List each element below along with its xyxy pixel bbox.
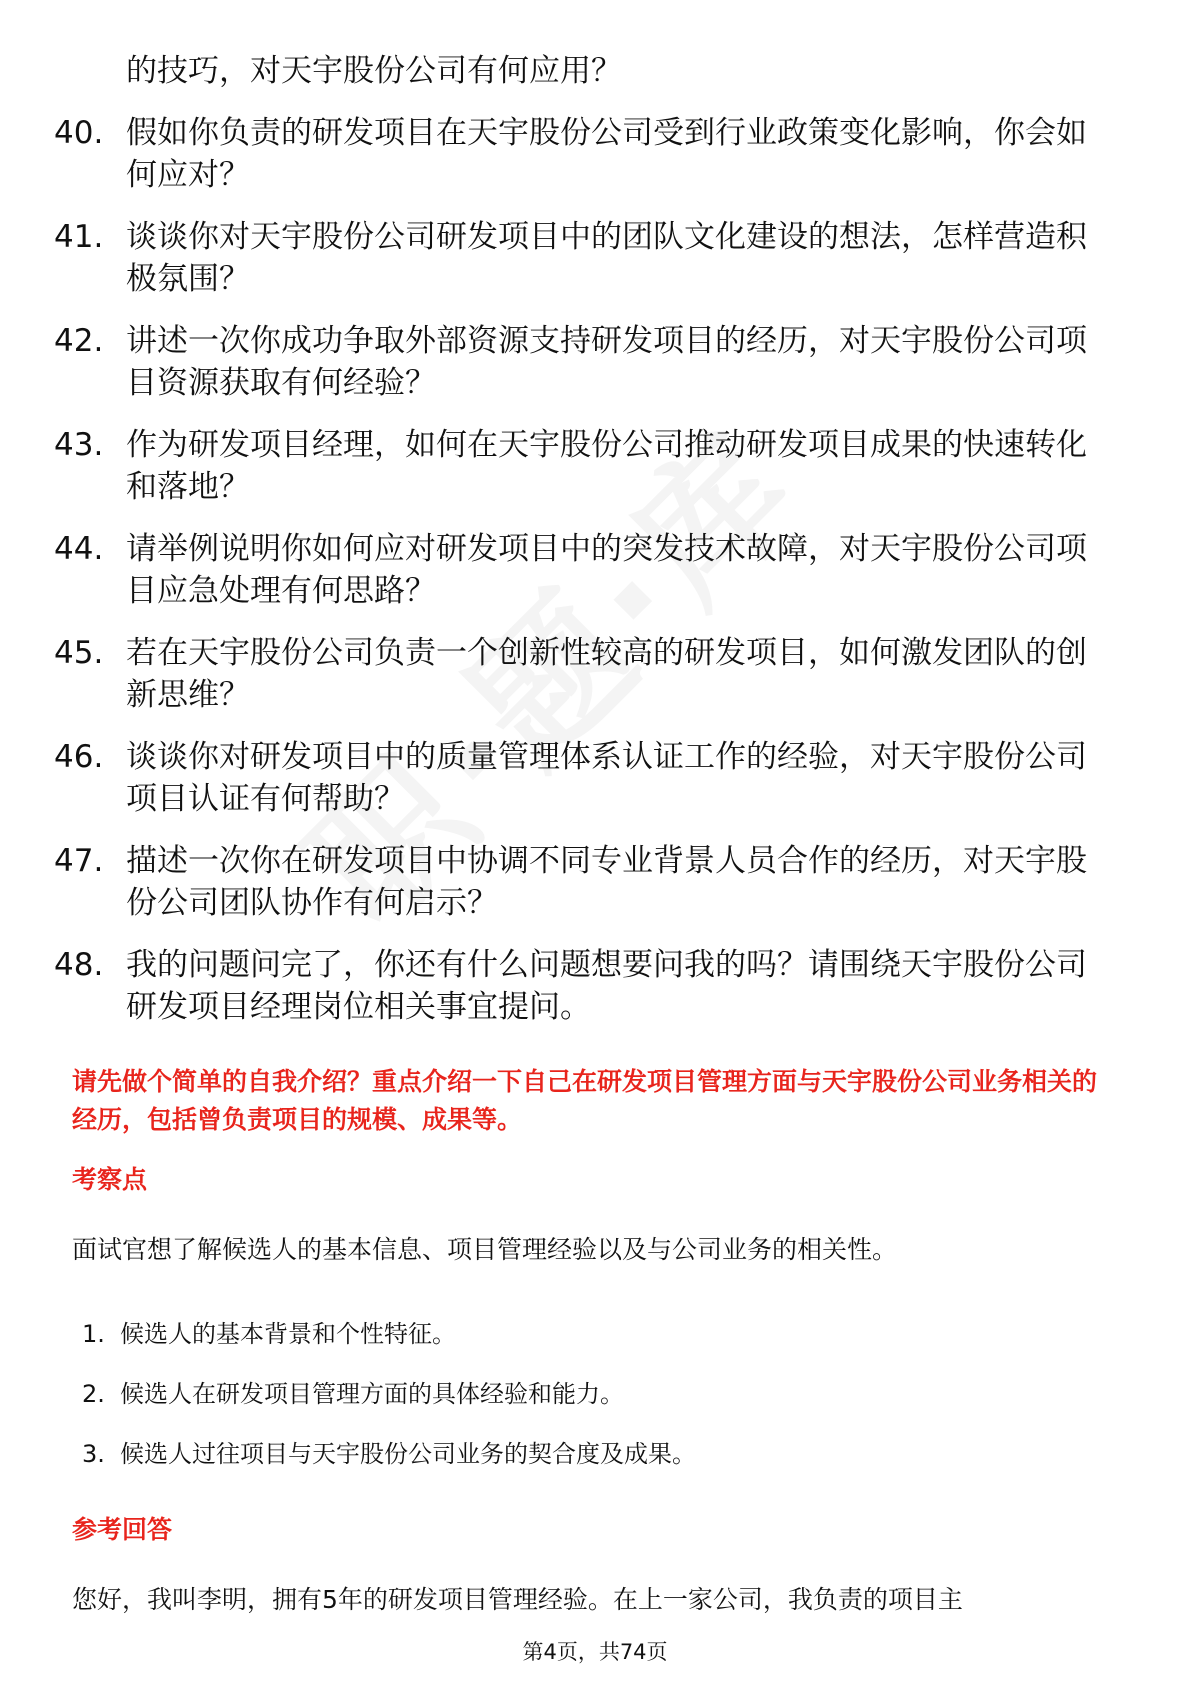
question-number: 45.: [54, 635, 104, 671]
question-item: [54, 424, 1114, 508]
question-number: 40.: [54, 115, 104, 151]
focus-point-text: 候选人在研发项目管理方面的具体经验和能力。: [120, 1380, 624, 1408]
question-text: 我的问题问完了，你还有什么问题想要问我的吗？请围绕天宇股份公司研发项目经理岗位相关事宜提问。: [126, 947, 1087, 1025]
focus-point-text: 候选人过往项目与天宇股份公司业务的契合度及成果。: [120, 1440, 696, 1468]
question-item: [54, 840, 1114, 924]
focus-point-number: 1.: [82, 1320, 105, 1348]
focus-summary: 面试官想了解候选人的基本信息、项目管理经验以及与公司业务的相关性。: [72, 1235, 898, 1264]
question-list: [54, 112, 1114, 1048]
question-text: 描述一次你在研发项目中协调不同专业背景人员合作的经历，对天宇股份公司团队协作有何启示？: [126, 843, 1087, 921]
question-item: [54, 320, 1114, 404]
focus-point-number: 3.: [82, 1440, 105, 1468]
question-text: 请举例说明你如何应对研发项目中的突发技术故障，对天宇股份公司项目应急处理有何思路？: [126, 531, 1087, 609]
question-item: [54, 944, 1114, 1028]
answer-text: 您好，我叫李明，拥有5年的研发项目管理经验。在上一家公司，我负责的项目主: [72, 1585, 963, 1614]
intro-question: 请先做个简单的自我介绍？重点介绍一下自己在研发项目管理方面与天宇股份公司业务相关的经历，包括曾负责项目的规模、成果等。: [72, 1067, 1098, 1134]
question-number: 47.: [54, 843, 104, 879]
focus-point: [82, 1378, 696, 1410]
question-text: 若在天宇股份公司负责一个创新性较高的研发项目，如何激发团队的创新思维？: [126, 635, 1087, 713]
question-text: 谈谈你对天宇股份公司研发项目中的团队文化建设的想法，怎样营造积极氛围？: [126, 219, 1087, 297]
question-number: 41.: [54, 219, 104, 255]
focus-point-number: 2.: [82, 1380, 105, 1408]
page-footer: 第4页，共74页: [522, 1640, 668, 1664]
focus-point: [82, 1318, 696, 1350]
question-number: 42.: [54, 323, 104, 359]
question-item: [54, 216, 1114, 300]
question-item: [54, 112, 1114, 196]
question-item: [54, 736, 1114, 820]
question-text: 讲述一次你成功争取外部资源支持研发项目的经历，对天宇股份公司项目资源获取有何经验？: [126, 323, 1087, 401]
focus-point: [82, 1438, 696, 1470]
question-number: 44.: [54, 531, 104, 567]
question-text: 假如你负责的研发项目在天宇股份公司受到行业政策变化影响，你会如何应对？: [126, 115, 1087, 193]
question-text: 作为研发项目经理，如何在天宇股份公司推动研发项目成果的快速转化和落地？: [126, 427, 1087, 505]
question-number: 46.: [54, 739, 104, 775]
question-item: [54, 528, 1114, 612]
question-item: [54, 632, 1114, 716]
question-number: 48.: [54, 947, 104, 983]
carryover-text: 的技巧，对天宇股份公司有何应用？: [126, 53, 622, 89]
question-text: 谈谈你对研发项目中的质量管理体系认证工作的经验，对天宇股份公司项目认证有何帮助？: [126, 739, 1087, 817]
focus-points: [82, 1318, 696, 1498]
answer-title: 参考回答: [72, 1515, 173, 1544]
question-number: 43.: [54, 427, 104, 463]
focus-point-text: 候选人的基本背景和个性特征。: [120, 1320, 456, 1348]
focus-title: 考察点: [72, 1165, 148, 1194]
